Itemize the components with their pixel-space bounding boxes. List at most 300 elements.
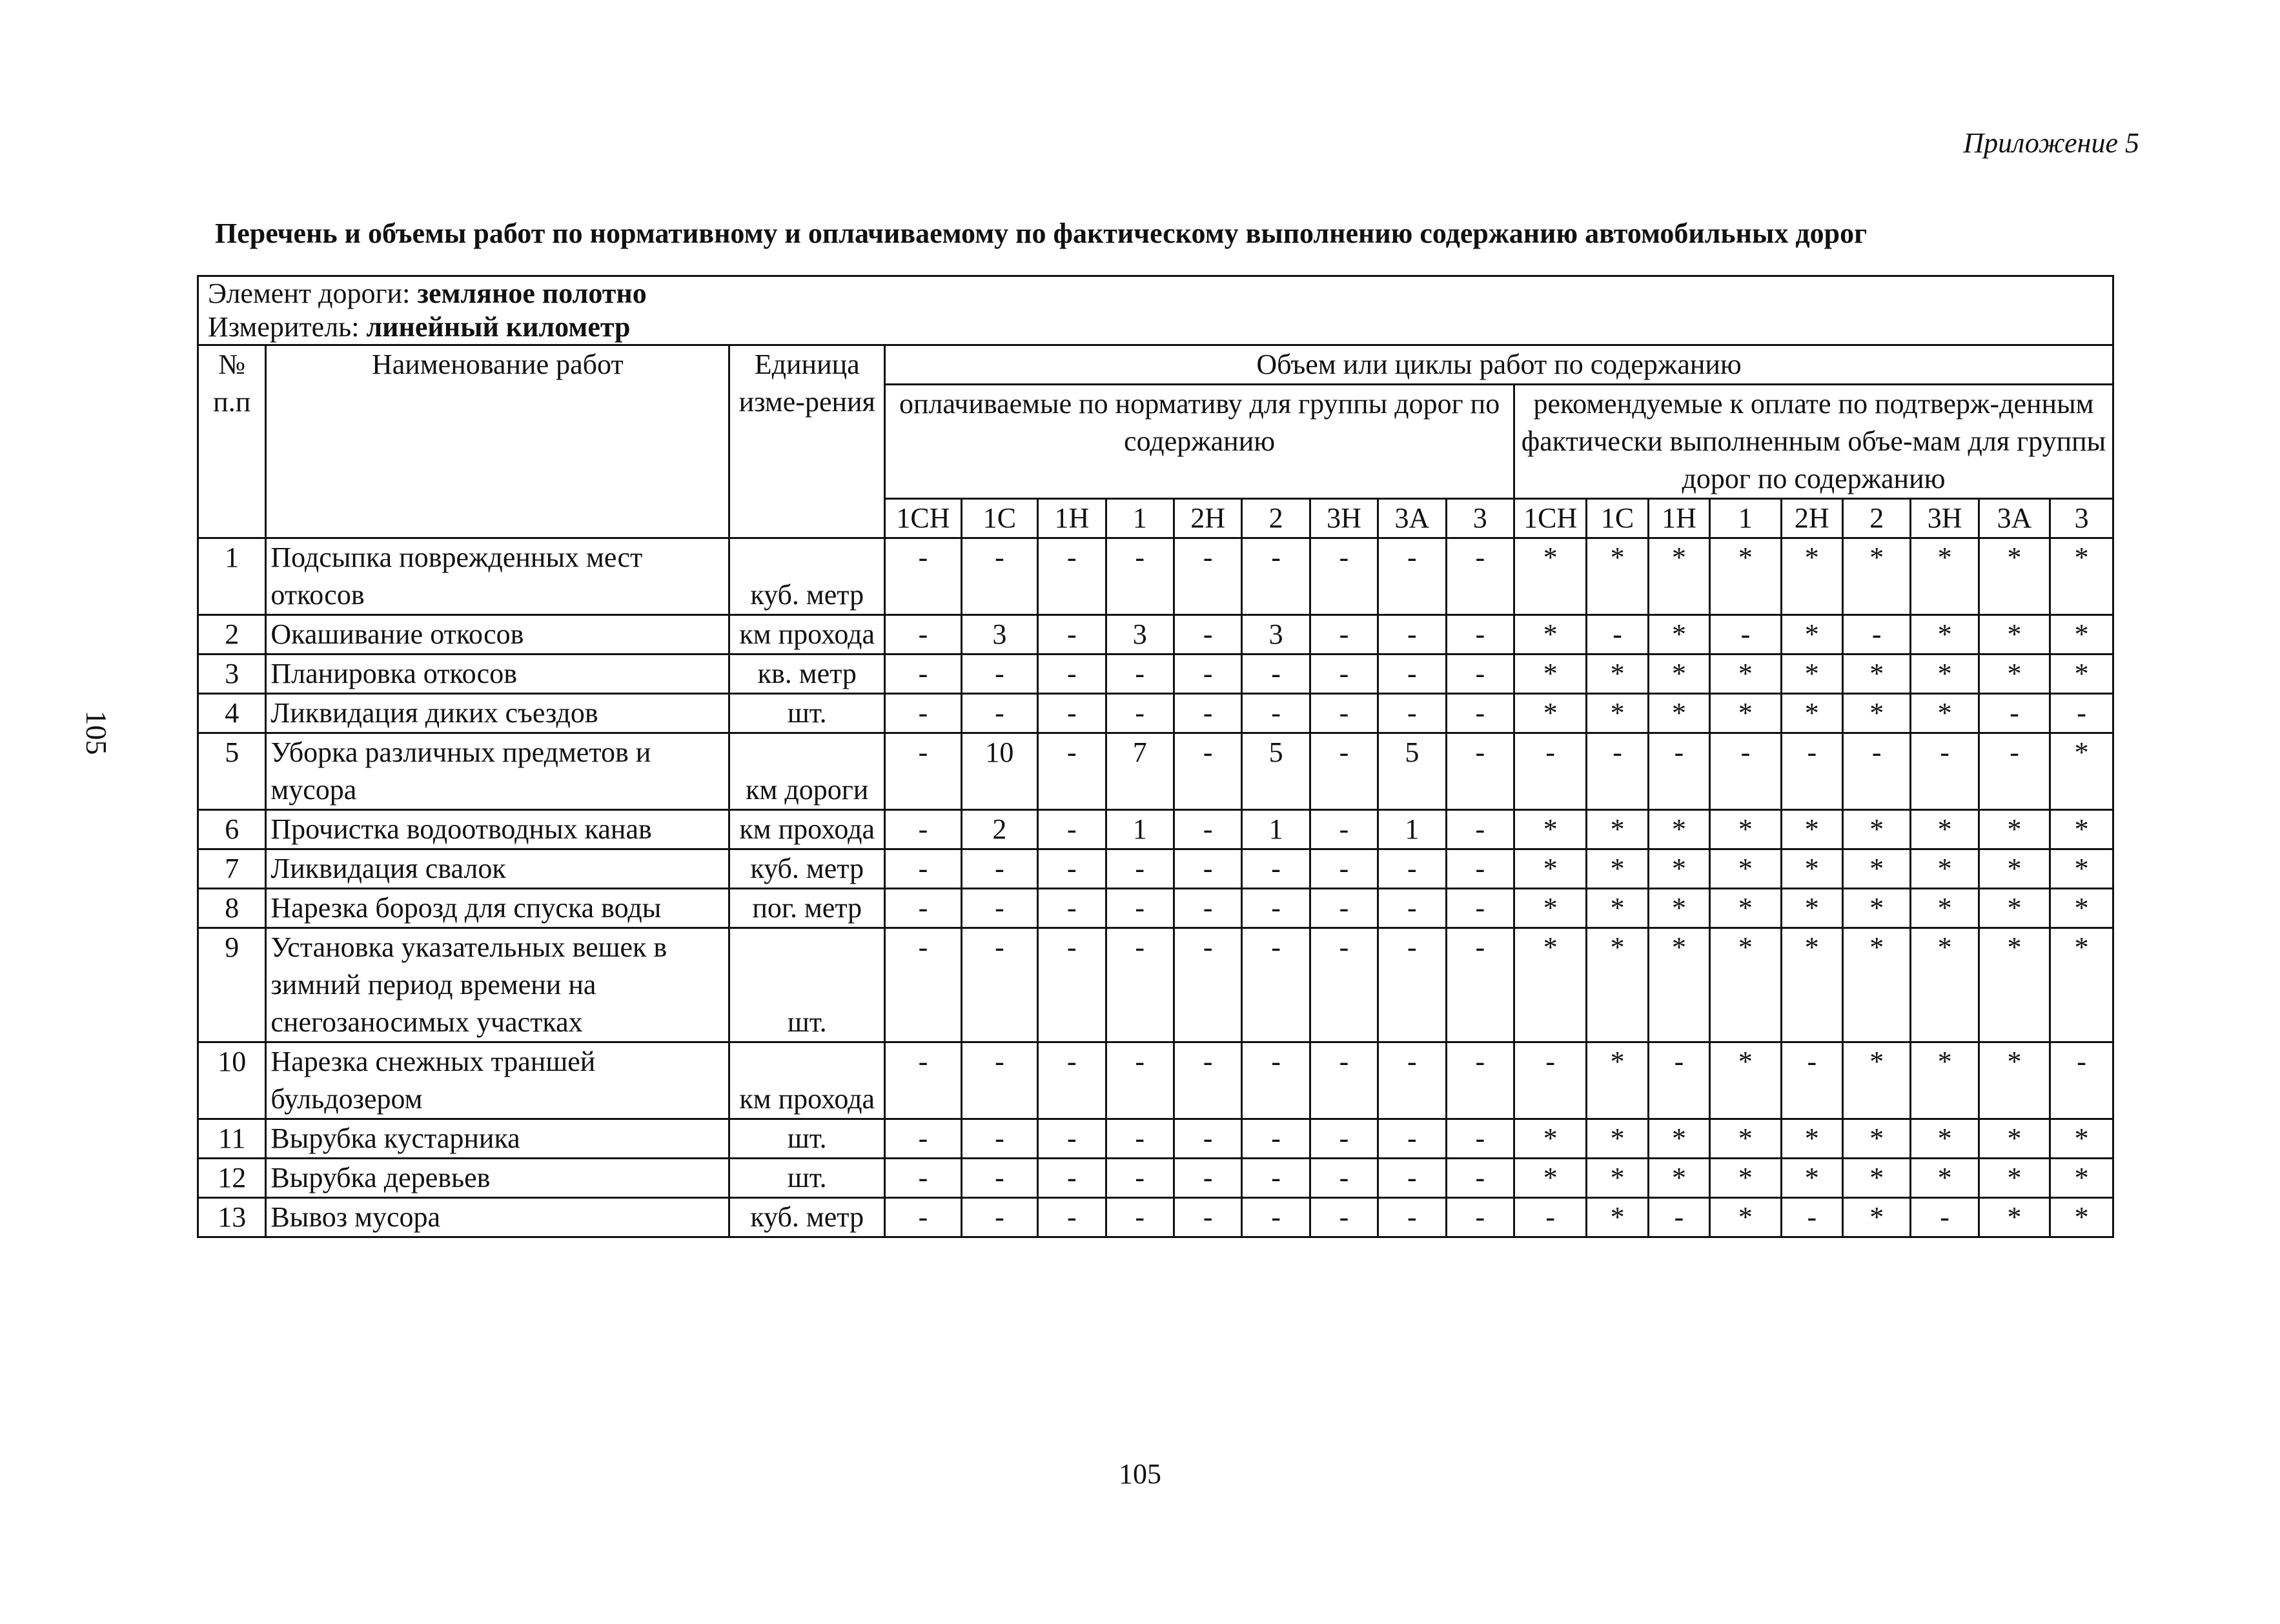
paid-value-cell: - [1038, 1042, 1106, 1119]
recommended-value-cell: * [1587, 655, 1648, 694]
measure-value: линейный километр [366, 311, 631, 343]
paid-value-cell: - [1106, 928, 1174, 1042]
recommended-value-cell: * [1979, 849, 2050, 889]
paid-value-cell: - [885, 694, 961, 733]
recommended-value-cell: * [1514, 849, 1586, 889]
page-number: 105 [1119, 1458, 1161, 1490]
subcol-paid-header: 1СН [885, 499, 961, 538]
paid-value-cell: 7 [1106, 733, 1174, 810]
table-row [198, 538, 2113, 615]
recommended-value-cell: * [1911, 538, 1979, 615]
row-number: 9 [198, 928, 266, 1042]
paid-value-cell: 2 [961, 810, 1037, 849]
paid-value-cell: - [1242, 1159, 1310, 1198]
recommended-value-cell: * [1648, 810, 1709, 849]
row-unit: пог. метр [729, 889, 885, 928]
recommended-value-cell: * [1911, 889, 1979, 928]
recommended-value-cell: * [1710, 889, 1781, 928]
recommended-value-cell: * [1781, 810, 1842, 849]
recommended-value-cell: * [1710, 1119, 1781, 1159]
recommended-value-cell: * [2050, 1198, 2113, 1237]
paid-value-cell: - [1310, 810, 1378, 849]
table-row [198, 849, 2113, 889]
paid-value-cell: - [961, 928, 1037, 1042]
row-unit: шт. [729, 1119, 885, 1159]
paid-value-cell: - [1106, 889, 1174, 928]
row-unit: кв. метр [729, 655, 885, 694]
paid-value-cell: - [1446, 1159, 1514, 1198]
recommended-value-cell: * [1710, 928, 1781, 1042]
recommended-value-cell: * [1911, 694, 1979, 733]
table-row [198, 694, 2113, 733]
paid-value-cell: - [1446, 1119, 1514, 1159]
recommended-value-cell: * [1514, 655, 1586, 694]
row-unit: шт. [729, 928, 885, 1042]
paid-value-cell: - [885, 889, 961, 928]
row-number: 11 [198, 1119, 266, 1159]
paid-value-cell: - [1446, 694, 1514, 733]
recommended-value-cell: * [1979, 889, 2050, 928]
paid-value-cell: - [961, 889, 1037, 928]
paid-value-cell: - [1446, 733, 1514, 810]
paid-value-cell: - [1038, 733, 1106, 810]
paid-value-cell: - [1038, 1159, 1106, 1198]
subcol-paid-header: 2 [1242, 499, 1310, 538]
header-no: № п.п [198, 345, 266, 538]
row-unit: км дороги [729, 733, 885, 810]
measure-label: Измеритель: [208, 311, 360, 343]
recommended-value-cell: * [1781, 1159, 1842, 1198]
subcol-recommended-header: 1СН [1514, 499, 1586, 538]
row-work-name: Вырубка кустарника [266, 1119, 729, 1159]
paid-value-cell: - [961, 1198, 1037, 1237]
subcol-paid-header: 3Н [1310, 499, 1378, 538]
recommended-value-cell: * [1781, 615, 1842, 655]
subcol-recommended-header: 3А [1979, 499, 2050, 538]
recommended-value-cell: * [1842, 694, 1910, 733]
subcol-paid-header: 1С [961, 499, 1037, 538]
paid-value-cell: - [1310, 1159, 1378, 1198]
recommended-value-cell: - [1842, 615, 1910, 655]
row-work-name: Ликвидация диких съездов [266, 694, 729, 733]
row-number: 1 [198, 538, 266, 615]
subcol-recommended-header: 3 [2050, 499, 2113, 538]
recommended-value-cell: * [1979, 655, 2050, 694]
paid-value-cell: - [1378, 889, 1446, 928]
subcol-paid-header: 3А [1378, 499, 1446, 538]
paid-value-cell: - [1310, 615, 1378, 655]
recommended-value-cell: * [1979, 615, 2050, 655]
recommended-value-cell: * [1587, 538, 1648, 615]
works-table-container [197, 275, 2114, 1238]
recommended-value-cell: * [1781, 889, 1842, 928]
recommended-value-cell: * [1911, 810, 1979, 849]
paid-value-cell: 1 [1106, 810, 1174, 849]
paid-value-cell: - [1242, 889, 1310, 928]
row-work-name: Вырубка деревьев [266, 1159, 729, 1198]
recommended-value-cell: * [1648, 1159, 1709, 1198]
recommended-value-cell: * [1514, 1119, 1586, 1159]
paid-value-cell: - [1446, 655, 1514, 694]
paid-value-cell: - [1310, 694, 1378, 733]
recommended-value-cell: * [1911, 1119, 1979, 1159]
recommended-value-cell: - [1514, 733, 1586, 810]
paid-value-cell: - [1446, 1042, 1514, 1119]
recommended-value-cell: * [1587, 694, 1648, 733]
subcol-recommended-header: 1С [1587, 499, 1648, 538]
paid-value-cell: - [961, 694, 1037, 733]
recommended-value-cell: * [1587, 889, 1648, 928]
paid-value-cell: - [1446, 928, 1514, 1042]
paid-value-cell: - [1378, 615, 1446, 655]
paid-value-cell: - [1174, 694, 1241, 733]
recommended-value-cell: * [1911, 655, 1979, 694]
paid-value-cell: - [1310, 928, 1378, 1042]
recommended-value-cell: * [1842, 928, 1910, 1042]
recommended-value-cell: * [1587, 1198, 1648, 1237]
paid-value-cell: - [1242, 849, 1310, 889]
paid-value-cell: - [1174, 615, 1241, 655]
recommended-value-cell: * [1842, 1042, 1910, 1119]
recommended-value-cell: - [1514, 1042, 1586, 1119]
subcol-paid-header: 2Н [1174, 499, 1241, 538]
paid-value-cell: - [1106, 1159, 1174, 1198]
paid-value-cell: - [1038, 810, 1106, 849]
recommended-value-cell: * [2050, 538, 2113, 615]
paid-value-cell: - [1106, 694, 1174, 733]
paid-value-cell: - [1106, 1042, 1174, 1119]
row-number: 6 [198, 810, 266, 849]
paid-value-cell: - [961, 1042, 1037, 1119]
paid-value-cell: - [1106, 1119, 1174, 1159]
paid-value-cell: 1 [1242, 810, 1310, 849]
recommended-value-cell: * [1842, 1159, 1910, 1198]
paid-value-cell: - [1174, 733, 1241, 810]
paid-value-cell: - [1242, 928, 1310, 1042]
paid-value-cell: 3 [1106, 615, 1174, 655]
paid-value-cell: - [1038, 889, 1106, 928]
row-work-name: Установка указательных вешек в зимний период времени на снегозаносимых участках [266, 928, 729, 1042]
table-row [198, 1159, 2113, 1198]
paid-value-cell: 1 [1378, 810, 1446, 849]
paid-value-cell: - [885, 538, 961, 615]
header-recommended-group: рекомендуемые к оплате по подтверж-денным фактически выполненным объе-мам для группы дорог по содержанию [1514, 385, 2113, 499]
paid-value-cell: - [1174, 1198, 1241, 1237]
row-work-name: Подсыпка поврежденных мест откосов [266, 538, 729, 615]
recommended-value-cell: * [1979, 810, 2050, 849]
element-value: земляное полотно [417, 278, 647, 309]
recommended-value-cell: * [1911, 615, 1979, 655]
row-unit: км прохода [729, 615, 885, 655]
table-row [198, 733, 2113, 810]
paid-value-cell: - [961, 538, 1037, 615]
paid-value-cell: - [1038, 1119, 1106, 1159]
table-row [198, 1042, 2113, 1119]
paid-value-cell: - [885, 1159, 961, 1198]
paid-value-cell: - [961, 1159, 1037, 1198]
recommended-value-cell: * [2050, 655, 2113, 694]
subcol-recommended-header: 1 [1710, 499, 1781, 538]
row-work-name: Ликвидация свалок [266, 849, 729, 889]
row-unit: шт. [729, 694, 885, 733]
recommended-value-cell: - [1710, 733, 1781, 810]
recommended-value-cell: * [1710, 655, 1781, 694]
paid-value-cell: - [1174, 849, 1241, 889]
paid-value-cell: - [1106, 538, 1174, 615]
recommended-value-cell: - [1979, 733, 2050, 810]
paid-value-cell: - [1310, 1042, 1378, 1119]
recommended-value-cell: * [1842, 655, 1910, 694]
recommended-value-cell: * [1648, 849, 1709, 889]
paid-value-cell: - [1378, 655, 1446, 694]
recommended-value-cell: * [1842, 810, 1910, 849]
element-info-cell [198, 276, 2113, 345]
subcol-paid-header: 3 [1446, 499, 1514, 538]
recommended-value-cell: * [1587, 1159, 1648, 1198]
paid-value-cell: - [1378, 1198, 1446, 1237]
subcol-recommended-header: 2 [1842, 499, 1910, 538]
row-unit: км прохода [729, 810, 885, 849]
row-number: 7 [198, 849, 266, 889]
paid-value-cell: - [1242, 1198, 1310, 1237]
paid-value-cell: - [885, 1198, 961, 1237]
recommended-value-cell: * [2050, 1159, 2113, 1198]
recommended-value-cell: * [1842, 849, 1910, 889]
recommended-value-cell: * [2050, 615, 2113, 655]
row-number: 10 [198, 1042, 266, 1119]
recommended-value-cell: - [1781, 733, 1842, 810]
table-row [198, 1119, 2113, 1159]
recommended-value-cell: * [1648, 694, 1709, 733]
row-number: 4 [198, 694, 266, 733]
recommended-value-cell: - [1648, 733, 1709, 810]
recommended-value-cell: * [1911, 1159, 1979, 1198]
recommended-value-cell: * [1710, 694, 1781, 733]
recommended-value-cell: * [1710, 538, 1781, 615]
row-unit: куб. метр [729, 1198, 885, 1237]
recommended-value-cell: * [2050, 928, 2113, 1042]
recommended-value-cell: * [1781, 694, 1842, 733]
paid-value-cell: - [1106, 1198, 1174, 1237]
recommended-value-cell: * [1979, 1119, 2050, 1159]
paid-value-cell: - [885, 1119, 961, 1159]
recommended-value-cell: - [1587, 615, 1648, 655]
recommended-value-cell: - [1781, 1042, 1842, 1119]
row-work-name: Нарезка снежных траншей бульдозером [266, 1042, 729, 1119]
paid-value-cell: - [1378, 849, 1446, 889]
paid-value-cell: - [885, 1042, 961, 1119]
recommended-value-cell: * [2050, 1119, 2113, 1159]
paid-value-cell: - [1038, 694, 1106, 733]
recommended-value-cell: * [1710, 1198, 1781, 1237]
subcol-recommended-header: 2Н [1781, 499, 1842, 538]
recommended-value-cell: - [1781, 1198, 1842, 1237]
paid-value-cell: - [1310, 849, 1378, 889]
subcol-recommended-header: 1Н [1648, 499, 1709, 538]
paid-value-cell: 3 [961, 615, 1037, 655]
table-row [198, 810, 2113, 849]
paid-value-cell: - [1174, 655, 1241, 694]
recommended-value-cell: * [1979, 928, 2050, 1042]
recommended-value-cell: * [2050, 810, 2113, 849]
recommended-value-cell: * [1648, 538, 1709, 615]
recommended-value-cell: - [1514, 1198, 1586, 1237]
recommended-value-cell: * [1514, 538, 1586, 615]
recommended-value-cell: - [2050, 1042, 2113, 1119]
row-unit: км прохода [729, 1042, 885, 1119]
recommended-value-cell: * [1781, 928, 1842, 1042]
paid-value-cell: - [1174, 928, 1241, 1042]
document-title: Перечень и объемы работ по нормативному и оплачиваемому по фактическому выполнению содержанию автомобильных дорог [215, 218, 1868, 249]
paid-value-cell: - [1446, 889, 1514, 928]
recommended-value-cell: - [1842, 733, 1910, 810]
paid-value-cell: - [1106, 849, 1174, 889]
table-row [198, 655, 2113, 694]
paid-value-cell: - [1378, 1119, 1446, 1159]
recommended-value-cell: * [1648, 655, 1709, 694]
recommended-value-cell: - [1979, 694, 2050, 733]
row-number: 13 [198, 1198, 266, 1237]
paid-value-cell: - [885, 655, 961, 694]
recommended-value-cell: * [1979, 1042, 2050, 1119]
recommended-value-cell: * [1911, 928, 1979, 1042]
recommended-value-cell: * [1587, 810, 1648, 849]
paid-value-cell: - [1038, 655, 1106, 694]
recommended-value-cell: * [1979, 538, 2050, 615]
recommended-value-cell: * [1842, 538, 1910, 615]
paid-value-cell: - [1174, 538, 1241, 615]
recommended-value-cell: * [1648, 615, 1709, 655]
recommended-value-cell: * [1781, 849, 1842, 889]
recommended-value-cell: * [1710, 849, 1781, 889]
recommended-value-cell: * [1842, 889, 1910, 928]
recommended-value-cell: * [1781, 1119, 1842, 1159]
paid-value-cell: - [1310, 1119, 1378, 1159]
recommended-value-cell: * [1842, 1198, 1910, 1237]
recommended-value-cell: - [1911, 733, 1979, 810]
row-number: 8 [198, 889, 266, 928]
table-row [198, 928, 2113, 1042]
row-work-name: Прочистка водоотводных канав [266, 810, 729, 849]
recommended-value-cell: * [1514, 889, 1586, 928]
subcol-paid-header: 1Н [1038, 499, 1106, 538]
paid-value-cell: - [961, 849, 1037, 889]
paid-value-cell: - [885, 733, 961, 810]
appendix-label: Приложение 5 [1963, 127, 2139, 159]
recommended-value-cell: * [1842, 1119, 1910, 1159]
row-work-name: Нарезка борозд для спуска воды [266, 889, 729, 928]
recommended-value-cell: * [1514, 615, 1586, 655]
row-number: 2 [198, 615, 266, 655]
recommended-value-cell: - [1648, 1198, 1709, 1237]
row-work-name: Уборка различных предметов и мусора [266, 733, 729, 810]
paid-value-cell: - [1242, 1042, 1310, 1119]
recommended-value-cell: * [2050, 733, 2113, 810]
recommended-value-cell: * [1911, 1042, 1979, 1119]
recommended-value-cell: * [1514, 1159, 1586, 1198]
row-unit: куб. метр [729, 538, 885, 615]
paid-value-cell: - [1174, 1119, 1241, 1159]
recommended-value-cell: - [1648, 1042, 1709, 1119]
paid-value-cell: - [885, 928, 961, 1042]
paid-value-cell: - [1174, 1042, 1241, 1119]
paid-value-cell: - [1378, 1042, 1446, 1119]
paid-value-cell: - [1446, 849, 1514, 889]
paid-value-cell: 10 [961, 733, 1037, 810]
recommended-value-cell: * [1781, 655, 1842, 694]
header-name: Наименование работ [266, 345, 729, 538]
row-work-name: Планировка откосов [266, 655, 729, 694]
paid-value-cell: - [1038, 849, 1106, 889]
paid-value-cell: - [1242, 694, 1310, 733]
recommended-value-cell: - [1587, 733, 1648, 810]
paid-value-cell: - [1378, 928, 1446, 1042]
row-work-name: Окашивание откосов [266, 615, 729, 655]
header-paid-group: оплачиваемые по нормативу для группы дорог по содержанию [885, 385, 1514, 499]
recommended-value-cell: * [1648, 889, 1709, 928]
recommended-value-cell: - [1710, 615, 1781, 655]
recommended-value-cell: - [1911, 1198, 1979, 1237]
works-table [197, 275, 2114, 1238]
paid-value-cell: - [1038, 928, 1106, 1042]
element-label: Элемент дороги: [208, 278, 411, 309]
paid-value-cell: - [1378, 538, 1446, 615]
recommended-value-cell: * [1587, 849, 1648, 889]
paid-value-cell: - [1310, 889, 1378, 928]
recommended-value-cell: * [1710, 810, 1781, 849]
paid-value-cell: - [1378, 694, 1446, 733]
paid-value-cell: - [1174, 1159, 1241, 1198]
recommended-value-cell: * [1587, 928, 1648, 1042]
recommended-value-cell: * [1648, 928, 1709, 1042]
paid-value-cell: - [1242, 538, 1310, 615]
paid-value-cell: - [1310, 1198, 1378, 1237]
paid-value-cell: - [1174, 889, 1241, 928]
recommended-value-cell: - [2050, 694, 2113, 733]
recommended-value-cell: * [2050, 849, 2113, 889]
paid-value-cell: - [1310, 538, 1378, 615]
recommended-value-cell: * [1710, 1159, 1781, 1198]
row-number: 5 [198, 733, 266, 810]
paid-value-cell: - [1038, 1198, 1106, 1237]
row-number: 12 [198, 1159, 266, 1198]
paid-value-cell: - [1242, 1119, 1310, 1159]
table-row [198, 615, 2113, 655]
paid-value-cell: - [961, 1119, 1037, 1159]
recommended-value-cell: * [1587, 1042, 1648, 1119]
recommended-value-cell: * [1710, 1042, 1781, 1119]
paid-value-cell: - [1446, 1198, 1514, 1237]
table-row [198, 889, 2113, 928]
recommended-value-cell: * [1648, 1119, 1709, 1159]
recommended-value-cell: * [1514, 928, 1586, 1042]
header-row-1 [198, 345, 2113, 385]
recommended-value-cell: * [2050, 889, 2113, 928]
recommended-value-cell: * [1979, 1198, 2050, 1237]
paid-value-cell: - [1310, 733, 1378, 810]
margin-page-number: 105 [80, 710, 113, 755]
paid-value-cell: - [885, 810, 961, 849]
row-number: 3 [198, 655, 266, 694]
subcol-paid-header: 1 [1106, 499, 1174, 538]
paid-value-cell: - [1446, 615, 1514, 655]
paid-value-cell: - [961, 655, 1037, 694]
paid-value-cell: - [1446, 810, 1514, 849]
paid-value-cell: - [1242, 655, 1310, 694]
paid-value-cell: - [1106, 655, 1174, 694]
recommended-value-cell: * [1587, 1119, 1648, 1159]
recommended-value-cell: * [1911, 849, 1979, 889]
